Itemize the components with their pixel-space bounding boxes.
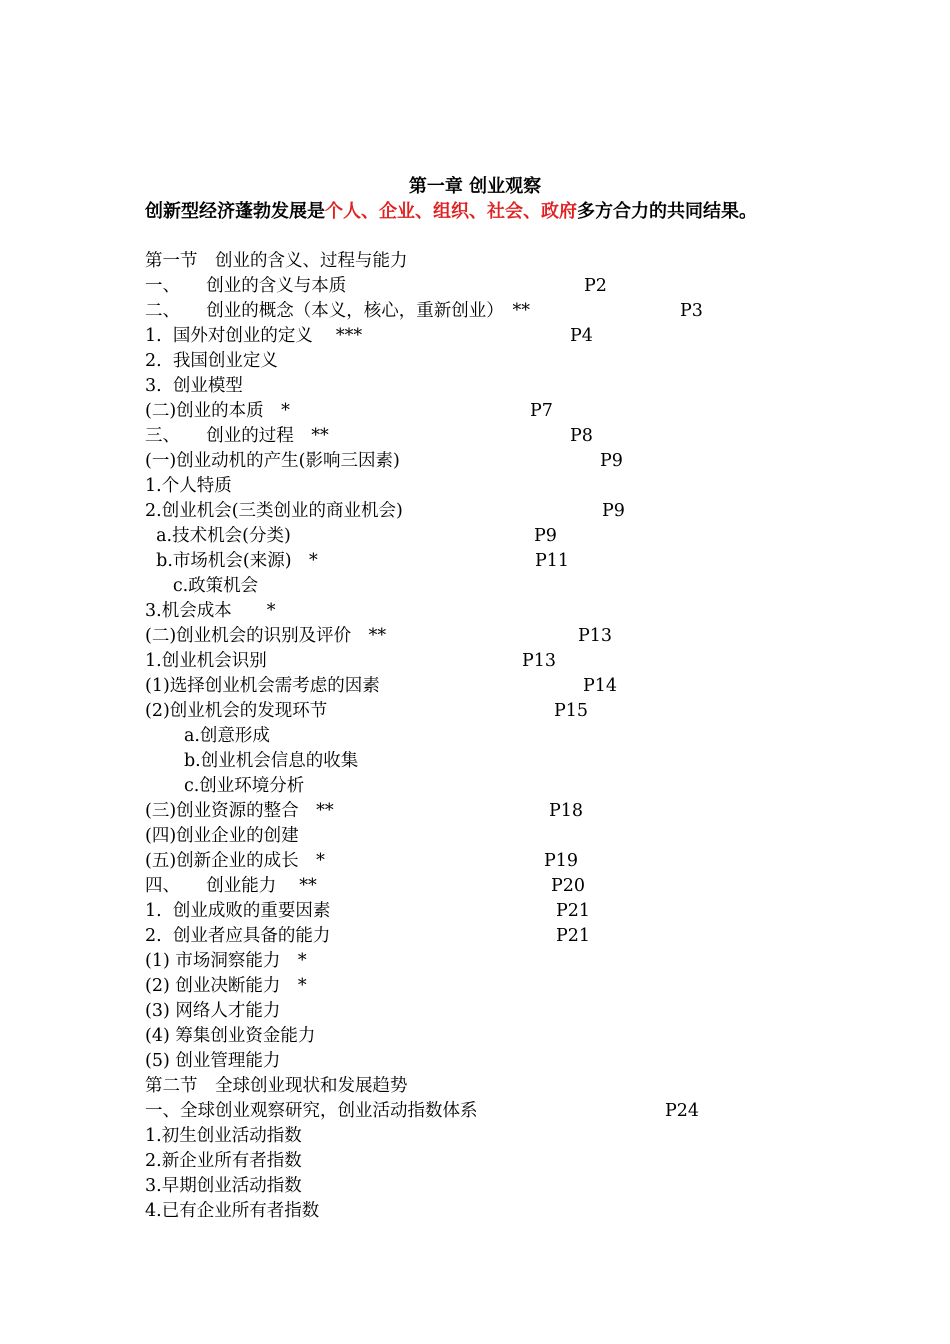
outline-entry: 四、 创业能力 **: [145, 876, 317, 896]
page-reference: P7: [530, 401, 553, 421]
outline-entry: 1.创业机会识别: [145, 651, 267, 671]
page-reference: P8: [570, 426, 593, 446]
outline-entry: 三、 创业的过程 **: [145, 426, 329, 446]
outline-entry: 2. 我国创业定义: [145, 351, 278, 371]
outline-entry: (2) 创业决断能力 *: [145, 976, 307, 996]
outline-entry: (二)创业的本质 *: [145, 401, 290, 421]
outline-entry: 1. 创业成败的重要因素: [145, 901, 331, 921]
lead-highlight: 个人、企业、组织、社会、政府: [325, 201, 577, 222]
chapter-title: 第一章 创业观察: [408, 176, 542, 197]
outline-entry: (5) 创业管理能力: [145, 1051, 281, 1071]
outline-entry: 4.已有企业所有者指数: [145, 1201, 320, 1221]
outline-entry: 2.新企业所有者指数: [145, 1151, 302, 1171]
outline-entry: (四)创业企业的创建: [145, 826, 299, 846]
outline-entry: 2. 创业者应具备的能力: [145, 926, 331, 946]
outline-entry: a.创意形成: [145, 726, 270, 746]
page-reference: P14: [583, 676, 618, 696]
outline-entry: 3. 创业模型: [145, 376, 243, 396]
page-reference: P2: [584, 276, 607, 296]
outline-entry: 一、全球创业观察研究，创业活动指数体系: [145, 1101, 478, 1121]
outline-entry: 3.早期创业活动指数: [145, 1176, 302, 1196]
outline-entry: c.政策机会: [145, 576, 259, 596]
outline-entry: (三)创业资源的整合 **: [145, 801, 334, 821]
outline-entry: b.市场机会(来源) *: [145, 551, 318, 571]
outline-entry: (2)创业机会的发现环节: [145, 701, 328, 721]
outline-entry: b.创业机会信息的收集: [145, 751, 359, 771]
outline-entry: (1)选择创业机会需考虑的因素: [145, 676, 380, 696]
outline-entry: 第二节 全球创业现状和发展趋势: [145, 1076, 408, 1096]
outline-entry: (二)创业机会的识别及评价 **: [145, 626, 387, 646]
page-reference: P13: [578, 626, 613, 646]
lead-sentence: [145, 199, 757, 225]
lead-post: 多方合力的共同结果。: [577, 201, 757, 222]
outline-entry: 二、 创业的概念（本义，核心，重新创业） **: [145, 301, 530, 321]
page-reference: P19: [544, 851, 579, 871]
page-reference: P24: [665, 1101, 700, 1121]
page-reference: P15: [554, 701, 589, 721]
outline-entry: (1) 市场洞察能力 *: [145, 951, 307, 971]
page-reference: P13: [522, 651, 557, 671]
outline-entry: (4) 筹集创业资金能力: [145, 1026, 316, 1046]
outline-entry: a.技术机会(分类): [145, 526, 291, 546]
outline-entry: 3.机会成本 *: [145, 601, 276, 621]
page-reference: P18: [549, 801, 584, 821]
page-reference: P20: [551, 876, 586, 896]
outline-entry: c.创业环境分析: [145, 776, 305, 796]
page-reference: P3: [680, 301, 703, 321]
page-reference: P9: [600, 451, 623, 471]
outline-entry: 一、 创业的含义与本质: [145, 276, 347, 296]
outline-entry: 1. 国外对创业的定义 ***: [145, 326, 363, 346]
page-reference: P21: [556, 901, 591, 921]
outline-entry: 第一节 创业的含义、过程与能力: [145, 251, 408, 271]
outline-entry: (五)创新企业的成长 *: [145, 851, 325, 871]
lead-pre: 创新型经济蓬勃发展是: [145, 201, 325, 222]
outline-entry: 1.初生创业活动指数: [145, 1126, 302, 1146]
page-reference: P9: [602, 501, 625, 521]
outline-entry: 1.个人特质: [145, 476, 232, 496]
page-reference: P9: [534, 526, 557, 546]
outline-entry: (一)创业动机的产生(影响三因素): [145, 451, 400, 471]
outline-entry: (3) 网络人才能力: [145, 1001, 281, 1021]
outline-entry: 2.创业机会(三类创业的商业机会): [145, 501, 403, 521]
page-reference: P21: [556, 926, 591, 946]
page-reference: P4: [570, 326, 593, 346]
page-reference: P11: [535, 551, 570, 571]
